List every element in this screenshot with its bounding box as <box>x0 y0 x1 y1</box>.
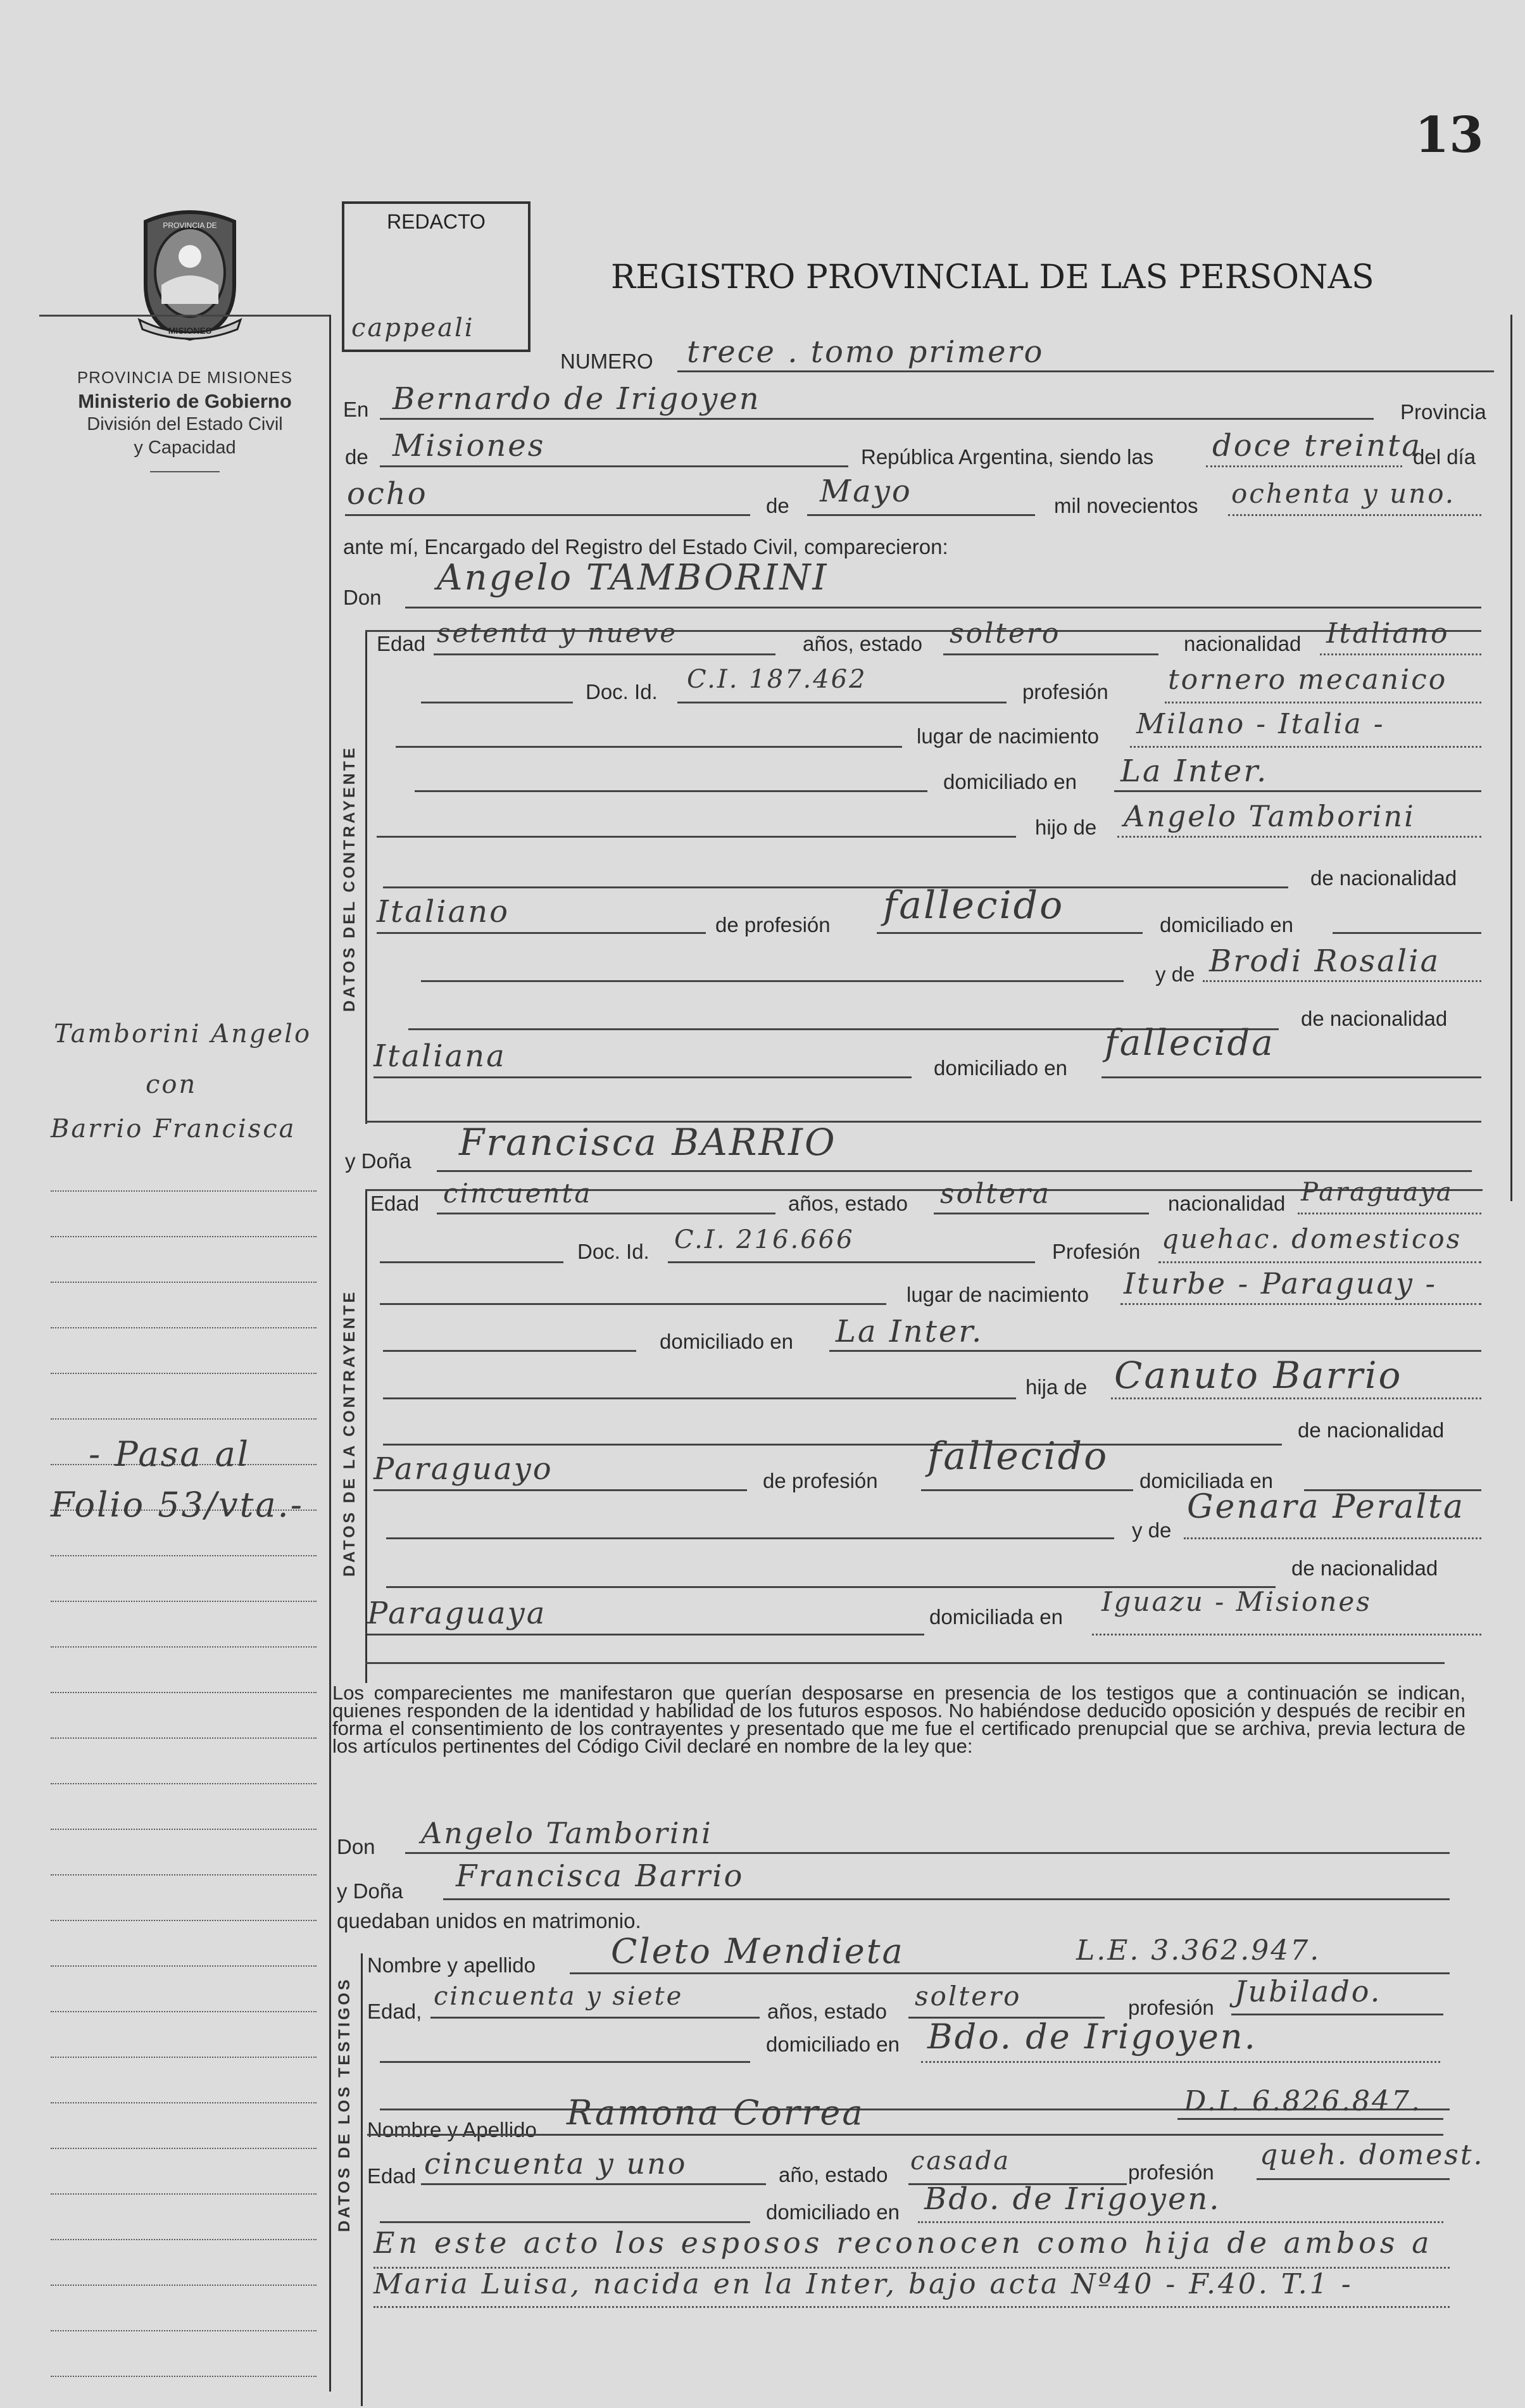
t2-dom-pre-line <box>380 2221 750 2223</box>
f-prof-line <box>1158 1261 1481 1263</box>
c-madre-line <box>1203 980 1481 982</box>
agency-line3: División del Estado Civil <box>87 414 283 434</box>
mes-line <box>807 514 1035 516</box>
t2-dom-label: domiciliado en <box>766 2200 900 2224</box>
contrayenta-side-label: DATOS DE LA CONTRAYENTE <box>341 1289 358 1577</box>
margin-folio-note: Folio 53/vta.- <box>51 1485 304 1525</box>
f-padre-nac-pre-line <box>383 1444 1282 1446</box>
seal-top-text: PROVINCIA DE <box>163 221 217 230</box>
f-doc-label: Doc. Id. <box>577 1240 650 1263</box>
f-de-nac-label2: de nacionalidad <box>1291 1556 1438 1580</box>
c-de-nac-label2: de nacionalidad <box>1301 1007 1448 1030</box>
t2-domicilio: Bdo. de Irigoyen. <box>924 2181 1221 2217</box>
don-label: Don <box>343 586 382 609</box>
t2-prof-label: profesión <box>1128 2160 1214 2184</box>
f-padre-prof: fallecido <box>927 1434 1109 1478</box>
c-de-prof-label: de profesión <box>715 913 831 936</box>
c-dom-line <box>1114 790 1481 792</box>
f-madre-nac: Paraguaya <box>367 1596 547 1631</box>
c-doc-pre-line <box>421 702 573 703</box>
t2-edad-line <box>421 2183 766 2185</box>
margin-dotted-line <box>51 1327 317 1328</box>
left-margin-rule <box>329 315 331 2392</box>
numero-line <box>677 370 1494 372</box>
f-padre-line <box>1111 1397 1481 1399</box>
t2-nombre-label: Nombre y Apellido <box>367 2118 537 2141</box>
t1-dom-label: domiciliado en <box>766 2033 900 2056</box>
acknowledgement-note-line2: Maria Luisa, nacida en la Inter, bajo acta Nº40 - F.40. T.1 - <box>373 2268 1353 2300</box>
f-dom-pre-line <box>383 1350 636 1352</box>
c-madre-pre-line <box>421 980 1124 982</box>
redacto-label: REDACTO <box>387 210 486 233</box>
agency-line4: y Capacidad <box>134 438 236 458</box>
t1-estado: soltero <box>915 1981 1022 2012</box>
f-nacionalidad: Paraguaya <box>1301 1178 1453 1207</box>
dia-line <box>345 514 750 516</box>
f-dom-label: domiciliado en <box>660 1330 793 1353</box>
ante-mi-text: ante mí, Encargado del Registro del Estado Civil, comparecieron: <box>343 535 948 558</box>
margin-dotted-line <box>51 1874 317 1875</box>
del-dia-label: del día <box>1413 445 1476 469</box>
form-right-border <box>1510 315 1512 1201</box>
c-dom-en-label: domiciliado en <box>1160 913 1293 936</box>
c-padre-nac-pre-line <box>383 886 1288 888</box>
f-estado: soltera <box>940 1178 1051 1210</box>
don-line <box>405 607 1481 608</box>
t1-domicilio: Bdo. de Irigoyen. <box>927 2017 1257 2057</box>
margin-dotted-line <box>51 1737 317 1739</box>
f-hija-label: hija de <box>1026 1375 1088 1399</box>
anio-line <box>1228 514 1481 516</box>
t1-edad-label: Edad, <box>367 2000 422 2023</box>
margin-dotted-line <box>51 1236 317 1237</box>
declaration-text: Los comparecientes me manifestaron que querían desposarse en presencia de los testigos que a continuación se indican, quienes responden de la identidad y habilidad de los futuros esposos. No habiéndose deducido oposición y después de recibir en forma el consentimiento de los contrayentes y presentado que me fue el certificado prenupcial que se archiva, previa lectura de los artículos pertinentes del Código Civil declaré en nombre de la ley que: <box>332 1682 1465 1757</box>
c-edad-line <box>434 653 775 655</box>
left-margin-top-rule <box>39 315 330 317</box>
dona-label: y Doña <box>345 1149 411 1173</box>
f-lugar: Iturbe - Paraguay - <box>1124 1266 1438 1301</box>
margin-dotted-line <box>51 2102 317 2103</box>
c-doc-label: Doc. Id. <box>586 680 658 703</box>
t2-doc-line <box>1177 2118 1443 2120</box>
c-madre-dom: fallecida <box>1105 1023 1275 1064</box>
t1-prof-line <box>1231 2014 1443 2015</box>
margin-dotted-line <box>51 1692 317 1693</box>
margin-dotted-line <box>51 2057 317 2058</box>
c-anios-label: años, estado <box>803 632 922 655</box>
numero-label: NUMERO <box>560 350 653 373</box>
c-lugar-pre-line <box>396 746 902 748</box>
de-value: Misiones <box>392 428 546 463</box>
f-edad-label: Edad <box>370 1192 420 1215</box>
t2-prof-line <box>1257 2178 1450 2180</box>
t2-profesion: queh. domest. <box>1260 2139 1484 2171</box>
c-madre: Brodi Rosalia <box>1209 943 1441 979</box>
margin-dotted-line <box>51 1920 317 1921</box>
c-dom-label2: domiciliado en <box>934 1056 1067 1080</box>
en-label: En <box>343 398 369 421</box>
decl-dona-value: Francisca Barrio <box>456 1858 744 1894</box>
t2-dom-line <box>918 2221 1443 2223</box>
f-hija-pre-line <box>383 1397 1016 1399</box>
c-dom-pre-line <box>415 790 927 792</box>
margin-dotted-line <box>51 1373 317 1374</box>
c-doc-line <box>677 702 1007 703</box>
c-doc: C.I. 187.462 <box>687 665 867 694</box>
f-de-prof-label: de profesión <box>763 1469 878 1492</box>
f-padre-prof-line <box>921 1489 1133 1491</box>
margin-dotted-line <box>51 1965 317 1967</box>
c-padre-nac-line <box>377 932 706 934</box>
f-nac-line <box>1298 1213 1481 1214</box>
margin-pasa-note: - Pasa al <box>89 1434 251 1474</box>
margin-dotted-line <box>51 2239 317 2240</box>
margin-dotted-line <box>51 2376 317 2377</box>
margin-dotted-line <box>51 1829 317 1830</box>
t2-nombre-line <box>367 2134 1443 2136</box>
provincia-label: Provincia <box>1400 400 1486 424</box>
c-padre-prof: fallecido <box>883 883 1065 928</box>
c-madre-nac: Italiana <box>373 1038 506 1074</box>
c-dom-label: domiciliado en <box>943 770 1077 793</box>
c-lugar-label: lugar de nacimiento <box>917 724 1100 748</box>
c-de-nac-label: de nacionalidad <box>1310 866 1457 890</box>
note2-line <box>373 2306 1450 2308</box>
c-padre: Angelo Tamborini <box>1124 799 1415 833</box>
c-nacionalidad: Italiano <box>1326 617 1450 650</box>
f-anios-label: años, estado <box>788 1192 908 1215</box>
c-estado: soltero <box>950 617 1061 650</box>
c-domicilio: La Inter. <box>1120 753 1269 789</box>
hora-line <box>1206 465 1402 467</box>
f-y-de-label: y de <box>1132 1518 1172 1542</box>
dona-line <box>437 1170 1472 1172</box>
en-line <box>380 418 1374 420</box>
numero-value: trece . tomo primero <box>687 334 1045 370</box>
f-doc-pre-line <box>380 1261 563 1263</box>
f-madre: Genara Peralta <box>1187 1488 1465 1526</box>
f-madre-dom: Iguazu - Misiones <box>1101 1586 1372 1617</box>
decl-dona-line <box>443 1898 1450 1900</box>
f-prof-label: Profesión <box>1052 1240 1141 1263</box>
c-padre-nac: Italiano <box>377 894 510 930</box>
f-dom-en-label: domiciliada en <box>1139 1469 1273 1492</box>
f-lugar-pre-line <box>380 1303 886 1305</box>
margin-dotted-line <box>51 1418 317 1420</box>
f-nac-label: nacionalidad <box>1168 1192 1286 1215</box>
contrayente-side-label: DATOS DEL CONTRAYENTE <box>341 745 358 1012</box>
t1-dom-line <box>921 2061 1440 2063</box>
t1-nombre-label: Nombre y apellido <box>367 1953 536 1977</box>
margin-dotted-line <box>51 1282 317 1283</box>
t2-doc: D.I. 6.826.847. <box>1184 2085 1422 2117</box>
don-value: Angelo TAMBORINI <box>437 557 829 598</box>
f-dom-line <box>829 1350 1481 1352</box>
t2-edad-label: Edad <box>367 2164 417 2188</box>
c-edad: setenta y nueve <box>437 617 678 648</box>
t2-anios-label: año, estado <box>779 2163 888 2186</box>
t1-prof-label: profesión <box>1128 1996 1214 2019</box>
t1-nombre: Cleto Mendieta <box>611 1931 905 1971</box>
f-padre-nac-line <box>373 1489 747 1491</box>
folio-number: 13 <box>1415 106 1484 164</box>
c-nac-label: nacionalidad <box>1184 632 1302 655</box>
de-label2: de <box>766 494 789 517</box>
margin-con: con <box>146 1070 198 1099</box>
de-label: de <box>345 445 368 469</box>
mes-value: Mayo <box>820 474 912 509</box>
f-padre-nac: Paraguayo <box>373 1451 553 1487</box>
margin-dotted-line <box>51 2148 317 2149</box>
c-profesion: tornero mecanico <box>1168 664 1448 696</box>
margin-dotted-line <box>51 2285 317 2286</box>
margin-dotted-line <box>51 1555 317 1556</box>
f-lugar-label: lugar de nacimiento <box>907 1283 1089 1306</box>
f-padre: Canuto Barrio <box>1114 1354 1403 1397</box>
seal-bottom-text: MISIONES <box>168 325 212 336</box>
f-doc-line <box>668 1261 1035 1263</box>
decl-dona-label: y Doña <box>337 1879 403 1903</box>
document-title: REGISTRO PROVINCIAL DE LAS PERSONAS <box>611 258 1374 296</box>
c-padre-prof-line <box>877 932 1143 934</box>
c-lugar: Milano - Italia - <box>1136 708 1385 740</box>
mil-label: mil novecientos <box>1054 494 1198 517</box>
provincial-seal-emblem <box>127 203 253 345</box>
c-edad-label: Edad <box>377 632 426 655</box>
margin-dotted-line <box>51 1190 317 1192</box>
f-bottom-rule <box>365 1662 1445 1664</box>
f-dom-label2: domiciliada en <box>929 1605 1063 1629</box>
t2-edad: cincuenta y uno <box>424 2146 687 2181</box>
margin-name-contrayenta: Barrio Francisca <box>51 1114 296 1144</box>
contrayente-bracket <box>365 630 367 1124</box>
c-padre-dom-line <box>1333 932 1481 934</box>
c-nac-line <box>1320 653 1481 655</box>
margin-dotted-line <box>51 1646 317 1648</box>
acknowledgement-note-line1: En este acto los esposos reconocen como hija de ambos a <box>373 2226 1433 2260</box>
c-estado-line <box>943 653 1158 655</box>
decl-don-line <box>405 1852 1450 1854</box>
dona-value: Francisca BARRIO <box>459 1121 837 1164</box>
c-hijo-pre-line <box>377 836 1016 838</box>
t2-nombre: Ramona Correa <box>567 2093 865 2133</box>
f-edad: cincuenta <box>443 1178 593 1209</box>
margin-dotted-line <box>51 2011 317 2012</box>
c-madre-nac-line <box>373 1076 912 1078</box>
c-padre-line <box>1117 836 1481 838</box>
f-profesion: quehac. domesticos <box>1162 1223 1462 1254</box>
decl-don-value: Angelo Tamborini <box>421 1816 713 1850</box>
testigos-side-label: DATOS DE LOS TESTIGOS <box>336 1977 353 2232</box>
margin-name-contrayente: Tamborini Angelo <box>54 1019 312 1049</box>
c-madre-dom-line <box>1101 1076 1481 1078</box>
f-lugar-line <box>1120 1303 1481 1305</box>
f-doc: C.I. 216.666 <box>674 1225 855 1254</box>
t1-dom-pre-line <box>380 2061 750 2063</box>
en-value: Bernardo de Irigoyen <box>392 381 761 417</box>
decl-don-label: Don <box>337 1835 375 1858</box>
agency-block <box>39 366 330 472</box>
agency-line2: Ministerio de Gobierno <box>78 390 292 412</box>
t2-estado: casada <box>910 2146 1011 2176</box>
agency-rule <box>150 471 220 472</box>
testigos-bracket <box>361 1953 363 2406</box>
margin-dotted-line <box>51 2330 317 2331</box>
f-de-nac-label: de nacionalidad <box>1298 1418 1445 1442</box>
f-edad-line <box>437 1213 775 1214</box>
c-y-de-label: y de <box>1155 962 1195 986</box>
c-prof-line <box>1165 702 1481 703</box>
f-madre-dom-line <box>1092 1634 1481 1636</box>
margin-dotted-line <box>51 1783 317 1784</box>
decl-unidos: quedaban unidos en matrimonio. <box>337 1909 641 1932</box>
t1-anios-label: años, estado <box>767 2000 887 2023</box>
f-madre-pre-line <box>386 1537 1114 1539</box>
t1-profesion: Jubilado. <box>1234 1974 1382 2008</box>
agency-line1: PROVINCIA DE MISIONES <box>77 368 293 387</box>
margin-dotted-line <box>51 2193 317 2195</box>
t1-edad-line <box>430 2017 760 2019</box>
republica-label: República Argentina, siendo las <box>861 445 1154 469</box>
redacto-hand: cappeali <box>351 313 475 343</box>
c-hijo-label: hijo de <box>1035 816 1097 839</box>
f-madre-nac-line <box>367 1634 924 1636</box>
dia-value: ocho <box>347 476 428 512</box>
hora-value: doce treinta <box>1212 428 1422 463</box>
c-lugar-line <box>1130 746 1481 748</box>
t1-edad: cincuenta y siete <box>434 1982 684 2011</box>
de-line <box>380 465 848 467</box>
anio-value: ochenta y uno. <box>1231 478 1456 509</box>
f-madre-line <box>1184 1537 1481 1539</box>
f-estado-line <box>934 1213 1149 1214</box>
t1-doc: L.E. 3.362.947. <box>1076 1934 1321 1967</box>
f-domicilio: La Inter. <box>836 1314 984 1349</box>
c-prof-label: profesión <box>1022 680 1108 703</box>
margin-dotted-line <box>51 1601 317 1602</box>
